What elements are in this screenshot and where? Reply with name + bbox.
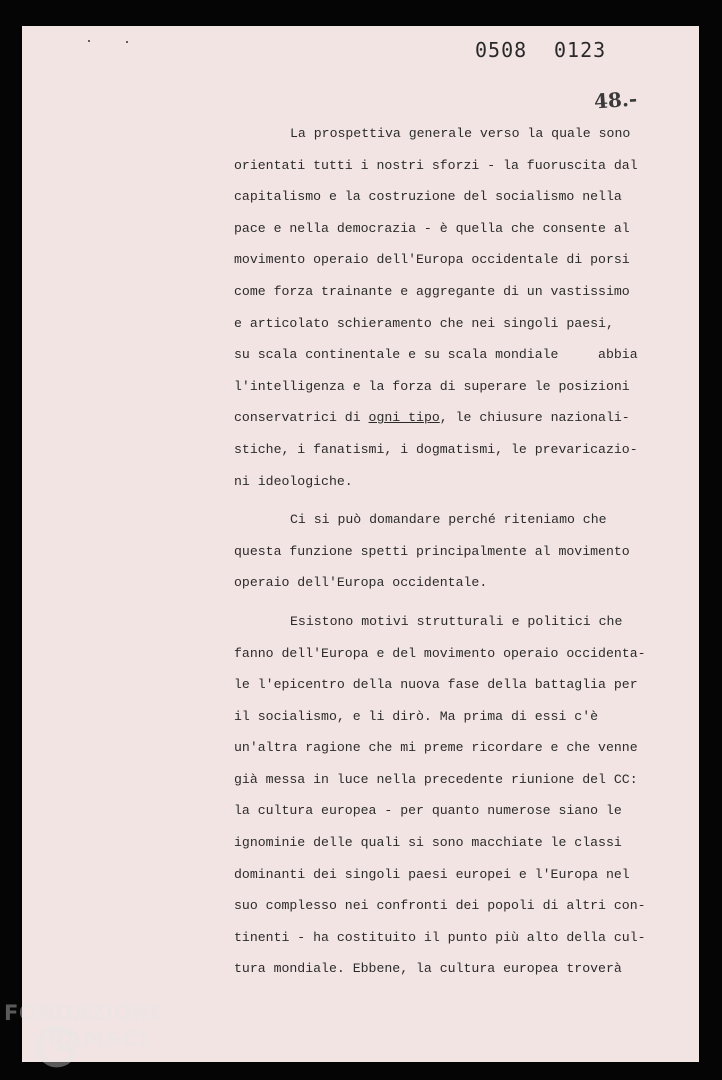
text-line: un'altra ragione che mi preme ricordare e che venne bbox=[234, 740, 638, 756]
text-line: tinenti - ha costituito il punto più alto della cul- bbox=[234, 929, 646, 945]
text-line: fanno dell'Europa e del movimento operaio occidenta- bbox=[234, 645, 646, 661]
text-line bbox=[234, 402, 634, 434]
text-line: come forza trainante e aggregante di un vastissimo bbox=[234, 283, 630, 299]
text-line: questa funzione spetti principalmente al movimento bbox=[234, 543, 630, 559]
text-segment: , le chiusure nazionali- bbox=[439, 410, 630, 426]
typed-text bbox=[234, 118, 646, 985]
text-line: tura mondiale. Ebbene, la cultura europea troverà bbox=[234, 961, 622, 977]
text-line: su scala continentale e su scala mondiale abbia bbox=[234, 347, 638, 363]
text-line: stiche, i fanatismi, i dogmatismi, le prevaricazio- bbox=[234, 441, 638, 457]
text-line: La prospettiva generale verso la quale sono bbox=[290, 126, 631, 141]
text-line: capitalismo e la costruzione del socialismo nella bbox=[234, 189, 622, 205]
underlined-text: ogni tipo bbox=[368, 410, 440, 426]
ink-speck bbox=[126, 41, 128, 43]
handwritten-page-number: 48.- bbox=[593, 86, 638, 114]
text-line: operaio dell'Europa occidentale. bbox=[234, 575, 488, 591]
text-line: suo complesso nei confronti dei popoli di altri con- bbox=[234, 898, 646, 914]
text-line: l'intelligenza e la forza di superare le posizioni bbox=[234, 378, 630, 394]
text-line: pace e nella democrazia - è quella che consente al bbox=[234, 220, 630, 236]
text-line: orientati tutti i nostri sforzi - la fuoruscita dal bbox=[234, 157, 638, 173]
archive-number-right: 0123 bbox=[554, 38, 607, 62]
text-line: ni ideologiche. bbox=[234, 473, 353, 489]
watermark-g-icon bbox=[34, 1024, 78, 1072]
text-line: già messa in luce nella precedente riunione del CC: bbox=[234, 771, 638, 787]
text-line: ignominie delle quali si sono macchiate le classi bbox=[234, 835, 622, 851]
watermark-logo bbox=[4, 1000, 165, 1052]
watermark-line-2: RAMSCI bbox=[48, 1027, 149, 1051]
text-line: e articolato schieramento che nei singoli paesi, bbox=[234, 315, 614, 331]
text-line: le l'epicentro della nuova fase della battaglia per bbox=[234, 677, 638, 693]
document-page bbox=[22, 26, 699, 1062]
ink-speck bbox=[88, 40, 90, 42]
watermark-line-1: FONDAZIONE bbox=[4, 1001, 166, 1025]
archive-number-left: 0508 bbox=[475, 38, 528, 62]
text-line: il socialismo, e li dirò. Ma prima di essi c'è bbox=[234, 708, 599, 724]
text-line: movimento operaio dell'Europa occidentale di porsi bbox=[234, 252, 630, 268]
text-line: Esistono motivi strutturali e politici che bbox=[290, 613, 623, 629]
text-segment: conservatrici di bbox=[234, 410, 369, 426]
text-line: la cultura europea - per quanto numerose siano le bbox=[234, 803, 622, 819]
text-line: dominanti dei singoli paesi europei e l'Europa nel bbox=[234, 866, 630, 882]
text-line: Ci si può domandare perché riteniamo che bbox=[290, 512, 607, 528]
